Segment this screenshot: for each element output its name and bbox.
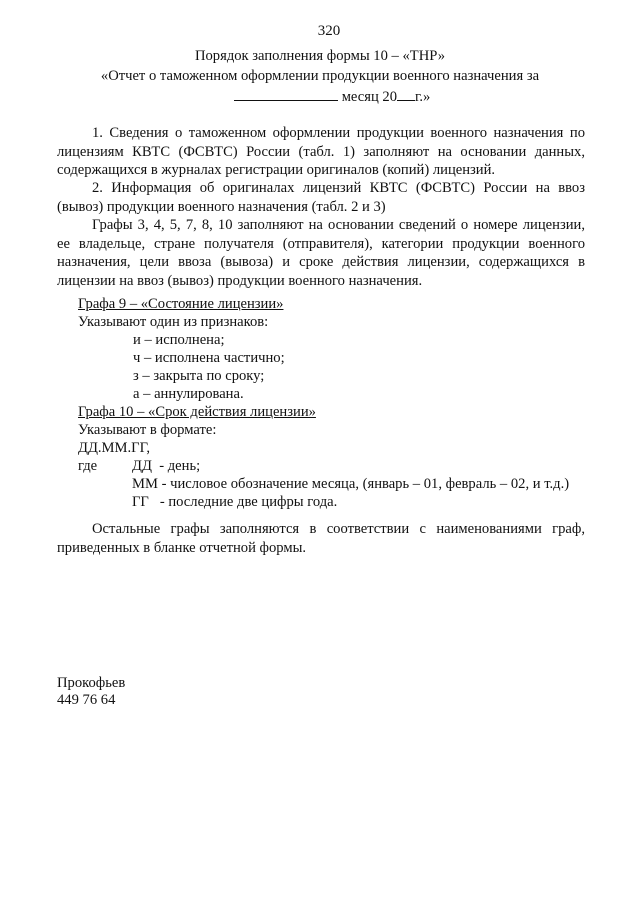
- definition-desc: - последние две цифры года.: [159, 494, 338, 510]
- paragraph-1: [57, 124, 585, 180]
- paragraph-line: Графы 3, 4, 5, 7, 8, 10 заполняют на основании сведений о номере лицензии,: [92, 217, 585, 233]
- month-blank-field: [234, 88, 338, 101]
- section-10-heading: Графа 10 – «Срок действия лицензии»: [78, 404, 316, 420]
- paragraph-line: 1. Сведения о таможенном оформлении продукции военного назначения по: [92, 125, 585, 141]
- definition-row: [132, 458, 200, 475]
- document-subtitle-period: [12, 88, 640, 106]
- closing-paragraph: [57, 520, 585, 557]
- status-item: а – аннулирована.: [133, 386, 244, 402]
- definition-term: ГГ: [132, 494, 149, 510]
- definition-desc: - день;: [159, 458, 201, 474]
- status-item: и – исполнена;: [133, 332, 225, 348]
- paragraph-line: лицензии на ввоз (вывоз) продукции военного назначения.: [57, 272, 423, 289]
- year-blank-field: [397, 88, 415, 101]
- definition-desc: - числовое обозначение месяца, (январь – 01, февраль – 02, и т.д.): [161, 476, 570, 492]
- definition-row: [132, 476, 569, 493]
- paragraph-2: [57, 179, 585, 216]
- signature-phone: 449 76 64: [57, 692, 116, 708]
- paragraph-line: лицензиям КВТС (ФСВТС) России (табл. 1) заполняют на основании данных,: [57, 143, 585, 160]
- date-format: ДД.ММ.ГГ,: [78, 440, 151, 456]
- year-suffix: г.»: [415, 89, 431, 105]
- paragraph-line: 2. Информация об оригиналах лицензий КВТС (ФСВТС) России на ввоз: [92, 180, 585, 196]
- paragraph-3: [57, 216, 585, 290]
- paragraph-line: Остальные графы заполняются в соответствии с наименованиями граф,: [92, 521, 585, 537]
- section-9-heading: Графа 9 – «Состояние лицензии»: [78, 296, 284, 312]
- paragraph-line: содержащихся в журналах регистрации оригиналов (копий) лицензий.: [57, 162, 496, 178]
- paragraph-line: приведенных в бланке отчетной формы.: [57, 539, 307, 556]
- paragraph-line: (вывоз) продукции военного назначения (табл. 2 и 3): [57, 198, 386, 215]
- where-label: где: [78, 458, 98, 474]
- document-title: Порядок заполнения формы 10 – «ТНР»: [194, 48, 446, 64]
- definition-row: [132, 494, 337, 511]
- paragraph-line: ее владельце, стране получателя (отправителя), категории продукции военного: [57, 235, 585, 252]
- definition-term: ММ: [132, 476, 158, 492]
- section-9-intro: Указывают один из признаков:: [78, 314, 269, 330]
- paragraph-line: назначения, цели ввоза (вывоза) и сроке действия лицензии, содержащихся в: [57, 254, 585, 270]
- signature-name: Прокофьев: [57, 675, 126, 691]
- status-item: ч – исполнена частично;: [133, 350, 285, 366]
- page-number: 320: [317, 23, 341, 39]
- month-label: месяц 20: [341, 89, 398, 105]
- status-item: з – закрыта по сроку;: [133, 368, 265, 384]
- definition-term: ДД: [132, 458, 152, 474]
- document-subtitle: «Отчет о таможенном оформлении продукции военного назначения за: [100, 68, 540, 84]
- section-10-intro: Указывают в формате:: [78, 422, 217, 438]
